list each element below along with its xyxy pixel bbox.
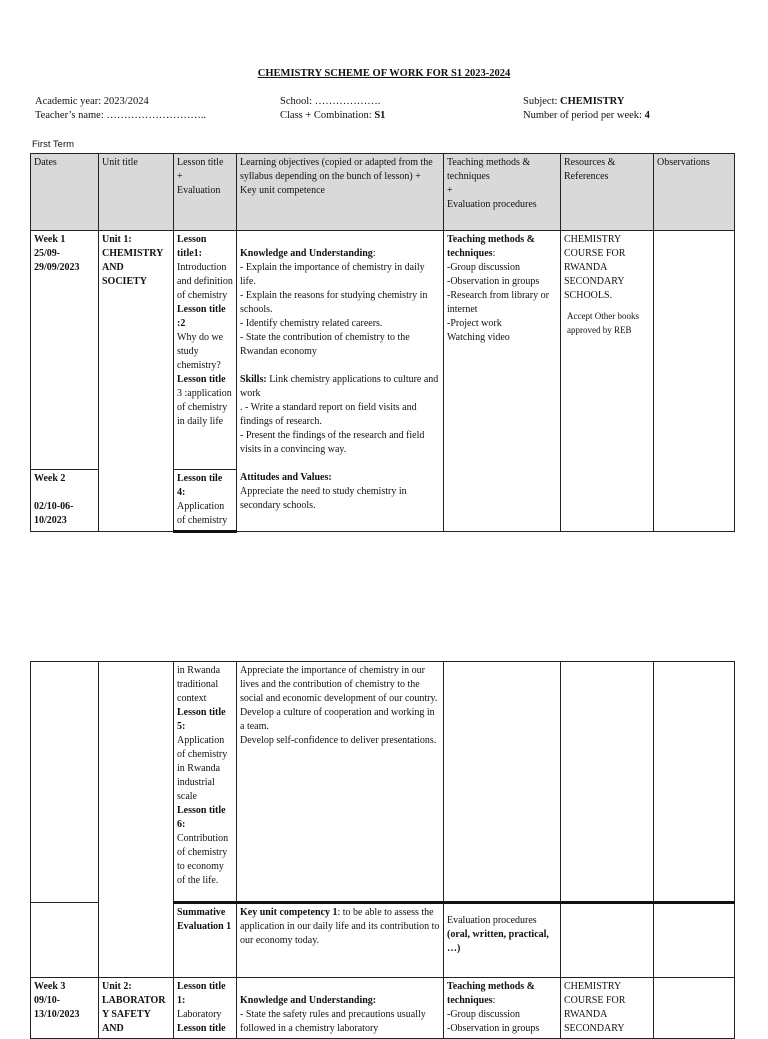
lesson-desc: Contribution of chemistry to economy of the life. bbox=[177, 833, 229, 886]
week3-methods bbox=[444, 978, 561, 1039]
header-lesson-line: Lesson title bbox=[177, 157, 224, 168]
observations-cell-empty bbox=[654, 978, 735, 1039]
ku-heading: Knowledge and Understanding: bbox=[240, 995, 377, 1006]
week1-lessons bbox=[174, 231, 237, 470]
header-methods-line: Teaching methods & techniques bbox=[447, 157, 531, 182]
skills-item: - Present the findings of the research and field visits in a convincing way. bbox=[240, 430, 425, 455]
skills-item: . - Write a standard report on field visits and findings of research. bbox=[240, 402, 417, 427]
ku-item: - State the contribution of chemistry to the Rwandan economy bbox=[240, 332, 410, 357]
attitude-item: Develop a culture of cooperation and working in a team. bbox=[240, 707, 435, 732]
method-item: -Project work bbox=[447, 318, 502, 329]
periods-label: Number of period per week: bbox=[523, 110, 645, 121]
page2-lessons bbox=[174, 662, 237, 903]
methods-cell-empty bbox=[444, 662, 561, 903]
header-methods-line: Evaluation procedures bbox=[447, 199, 537, 210]
unit-cell-empty bbox=[99, 662, 174, 978]
ku-item: - Explain the reasons for studying chemistry in schools. bbox=[240, 290, 428, 315]
resources-cell bbox=[561, 231, 654, 532]
unit2-title: Unit 2: LABORATORY SAFETY AND bbox=[99, 978, 174, 1039]
lesson-title: Lesson title 6: bbox=[177, 805, 226, 830]
header-row bbox=[31, 154, 735, 231]
header-dates: Dates bbox=[31, 154, 99, 231]
periods-value: 4 bbox=[644, 110, 650, 121]
table-row bbox=[31, 231, 735, 470]
term-label: First Term bbox=[32, 139, 75, 150]
header-lesson-line: Evaluation bbox=[177, 185, 221, 196]
scheme-table-page2 bbox=[30, 661, 735, 1039]
ku-item: - Identify chemistry related careers. bbox=[240, 318, 383, 329]
attitudes-text: Appreciate the need to study chemistry in secondary schools. bbox=[240, 486, 407, 511]
resources-cell-empty bbox=[561, 903, 654, 978]
resource-text: CHEMISTRY COURSE FOR RWANDA SECONDARY SCHOOLS. bbox=[564, 234, 626, 301]
week3-lesson bbox=[174, 978, 237, 1039]
header-unit: Unit title bbox=[99, 154, 174, 231]
dates-cell-empty bbox=[31, 903, 99, 978]
evaluation-procedures bbox=[444, 903, 561, 978]
class-value: S1 bbox=[374, 110, 386, 121]
lesson-desc: Laboratory bbox=[177, 1009, 222, 1020]
lesson-title: Lesson tile 4: bbox=[177, 473, 223, 498]
methods-heading: Teaching methods & techniques: bbox=[447, 234, 535, 259]
method-item: -Observation in groups bbox=[447, 276, 540, 287]
week3-resources: CHEMISTRY COURSE FOR RWANDA SECONDARY bbox=[561, 978, 654, 1039]
attitude-item: Develop self-confidence to deliver presentations. bbox=[240, 735, 437, 746]
observations-cell-empty bbox=[654, 662, 735, 903]
week2-label: Week 2 bbox=[34, 473, 66, 484]
subject bbox=[523, 95, 624, 109]
academic-year: Academic year: 2023/2024 bbox=[35, 96, 149, 107]
header-lesson bbox=[174, 154, 237, 231]
week1-dates bbox=[31, 231, 99, 470]
skills-text: Link chemistry applications to culture and work bbox=[240, 374, 439, 399]
lesson-title: Lesson title bbox=[177, 1023, 226, 1034]
evaluation-types: (oral, written, practical, …) bbox=[447, 929, 549, 954]
week1-range: 25/09-29/09/2023 bbox=[34, 248, 80, 273]
teacher-name: Teacher’s name: ……………………….. bbox=[35, 110, 207, 121]
summative-evaluation: Summative Evaluation 1 bbox=[174, 903, 237, 978]
method-item: -Observation in groups bbox=[447, 1023, 540, 1034]
key-competency-cell bbox=[237, 903, 444, 978]
week3-label: Week 3 bbox=[34, 981, 66, 992]
lesson-title: Lesson title 5: bbox=[177, 707, 226, 732]
method-item: -Group discussion bbox=[447, 1009, 521, 1020]
lesson-desc: 3 :application of chemistry in daily life bbox=[177, 388, 232, 427]
week3-objectives bbox=[237, 978, 444, 1039]
ku-item: - State the safety rules and precautions usually followed in a chemistry laboratory bbox=[240, 1009, 426, 1034]
unit1-title: Unit 1: CHEMISTRY AND SOCIETY bbox=[99, 231, 174, 532]
week1-label: Week 1 bbox=[34, 234, 66, 245]
attitude-item: Appreciate the importance of chemistry in our lives and the contribution of chemistry to the social and economic development of our country. bbox=[240, 665, 438, 704]
method-item: -Group discussion bbox=[447, 262, 521, 273]
key-competency-text: : to be able to assess the application in our daily life and its contribution to our economy today. bbox=[240, 907, 440, 946]
skills-line bbox=[240, 373, 440, 401]
week2-dates bbox=[31, 470, 99, 532]
header-methods bbox=[444, 154, 561, 231]
methods-cell bbox=[444, 231, 561, 532]
dates-cell-empty bbox=[31, 662, 99, 903]
week2-lesson bbox=[174, 470, 237, 532]
lesson-title: Lesson title 1: bbox=[177, 981, 226, 1006]
lesson-desc: Application of chemistry in Rwanda industrial scale bbox=[177, 735, 228, 802]
method-item: -Research from library or internet bbox=[447, 290, 549, 315]
lesson-desc: Application of chemistry bbox=[177, 501, 228, 526]
header-resources: Resources & References bbox=[561, 154, 654, 231]
week2-range: 02/10-06-10/2023 bbox=[34, 501, 74, 526]
attitudes-heading: Attitudes and Values: bbox=[240, 472, 332, 483]
resource-note: Accept Other books approved by REB bbox=[567, 311, 639, 335]
lesson-desc: in Rwanda traditional context bbox=[177, 665, 221, 704]
table-row bbox=[31, 662, 735, 903]
lesson-desc: Why do we study chemistry? bbox=[177, 332, 224, 371]
methods-heading: Teaching methods & techniques: bbox=[447, 981, 535, 1006]
header-objectives: Learning objectives (copied or adapted from the syllabus depending on the bunch of lesson) + Key unit competence bbox=[237, 154, 444, 231]
resources-cell-empty bbox=[561, 662, 654, 903]
lesson-title: Lesson title bbox=[177, 374, 226, 385]
lesson-desc: Introduction and definition of chemistry bbox=[177, 262, 233, 301]
scheme-table-page1 bbox=[30, 153, 735, 533]
class-combination bbox=[280, 109, 385, 123]
subject-value: CHEMISTRY bbox=[560, 96, 625, 107]
key-competency-heading: Key unit competency 1 bbox=[240, 907, 338, 918]
header-lesson-line: + bbox=[177, 171, 183, 182]
school-name: School: ………………. bbox=[280, 96, 381, 107]
ku-item: - Explain the importance of chemistry in daily life. bbox=[240, 262, 425, 287]
lesson-title: Lesson title1: bbox=[177, 234, 207, 259]
objectives-cell bbox=[237, 231, 444, 532]
periods-per-week bbox=[523, 109, 650, 123]
observations-cell-empty bbox=[654, 903, 735, 978]
method-item: Watching video bbox=[447, 332, 510, 343]
table-row bbox=[31, 978, 735, 1039]
week3-dates bbox=[31, 978, 99, 1039]
header-methods-line: + bbox=[447, 185, 453, 196]
skills-heading: Skills: bbox=[240, 374, 267, 385]
evaluation-text: Evaluation procedures bbox=[447, 915, 537, 926]
document-title: CHEMISTRY SCHEME OF WORK FOR S1 2023-2024 bbox=[257, 68, 511, 79]
header-observations: Observations bbox=[654, 154, 735, 231]
observations-cell bbox=[654, 231, 735, 532]
lesson-title: Lesson title :2 bbox=[177, 304, 226, 329]
attitudes-cell bbox=[237, 662, 444, 903]
ku-heading: Knowledge and Understanding: bbox=[240, 248, 376, 259]
class-label: Class + Combination: bbox=[280, 110, 375, 121]
subject-label: Subject: bbox=[523, 96, 561, 107]
week3-range: 09/10-13/10/2023 bbox=[34, 995, 80, 1020]
